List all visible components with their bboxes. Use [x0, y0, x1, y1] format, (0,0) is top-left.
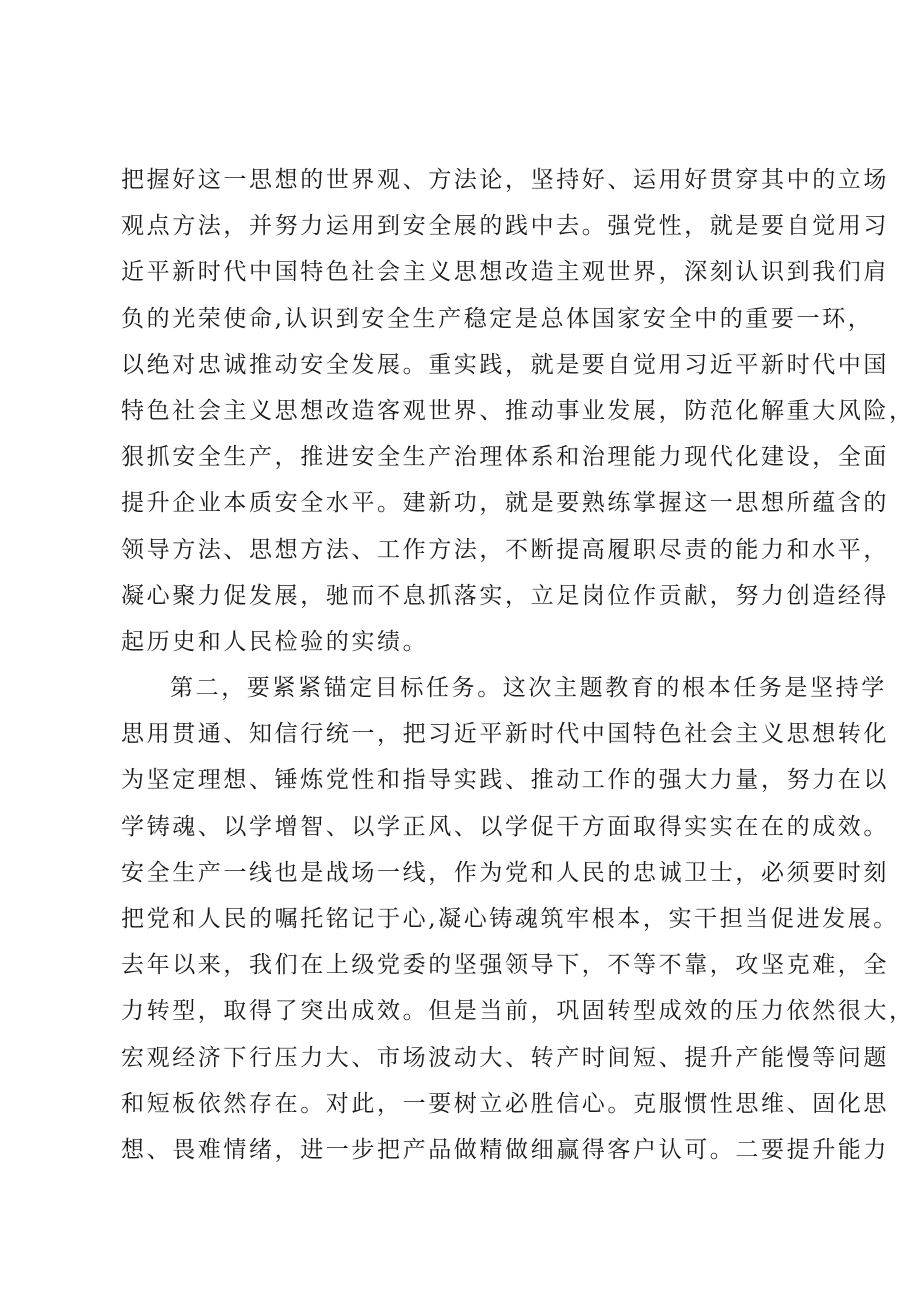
body-text [121, 157, 915, 1173]
text-line: 宏观经济下行压力大、市场波动大、转产时间短、提升产能慢等问题 [121, 1044, 889, 1071]
text-line: 去年以来，我们在上级党委的坚强领导下，不等不靠，攻坚克难，全 [121, 952, 889, 979]
text-line: 想、畏难情绪，进一步把产品做精做细赢得客户认可。二要提升能力 [121, 1136, 889, 1163]
text-line: 凝心聚力促发展，驰而不息抓落实，立足岗位作贡献，努力创造经得 [121, 582, 889, 609]
text-line: 力转型，取得了突出成效。但是当前，巩固转型成效的压力依然很大， [121, 998, 915, 1025]
text-line: 把党和人民的嘱托铭记于心,凝心铸魂筑牢根本，实干担当促进发展。 [121, 906, 899, 932]
text-line: 以绝对忠诚推动安全发展。重实践，就是要自觉用习近平新时代中国 [121, 351, 889, 378]
text-line: 狠抓安全生产，推进安全生产治理体系和治理能力现代化建设，全面 [121, 444, 889, 471]
text-line: 领导方法、思想方法、工作方法，不断提高履职尽责的能力和水平， [121, 536, 889, 563]
text-line: 提升企业本质安全水平。建新功，就是要熟练掌握这一思想所蕴含的 [121, 490, 889, 517]
text-line: 把握好这一思想的世界观、方法论，坚持好、运用好贯穿其中的立场 [121, 167, 889, 193]
text-line: 和短板依然存在。对此，一要树立必胜信心。克服惯性思维、固化思 [121, 1090, 889, 1117]
text-line: 负的光荣使命,认识到安全生产稳定是总体国家安全中的重要一环， [121, 305, 874, 332]
text-line: 起历史和人民检验的实绩。 [121, 628, 429, 655]
paragraph-start-line: 第二，要紧紧锚定目标任务。这次主题教育的根本任务是坚持学 [170, 675, 887, 702]
text-line: 为坚定理想、锤炼党性和指导实践、推动工作的强大力量，努力在以 [121, 767, 889, 794]
text-line: 近平新时代中国特色社会主义思想改造主观世界，深刻认识到我们肩 [121, 259, 889, 286]
text-line: 思用贯通、知信行统一，把习近平新时代中国特色社会主义思想转化 [121, 721, 889, 748]
text-line: 学铸魂、以学增智、以学正风、以学促干方面取得实实在在的成效。 [121, 813, 889, 840]
text-line: 安全生产一线也是战场一线，作为党和人民的忠诚卫士，必须要时刻 [121, 859, 889, 886]
text-line: 特色社会主义思想改造客观世界、推动事业发展，防范化解重大风险， [121, 397, 915, 424]
text-line: 观点方法，并努力运用到安全展的践中去。强党性，就是要自觉用习 [121, 213, 889, 240]
